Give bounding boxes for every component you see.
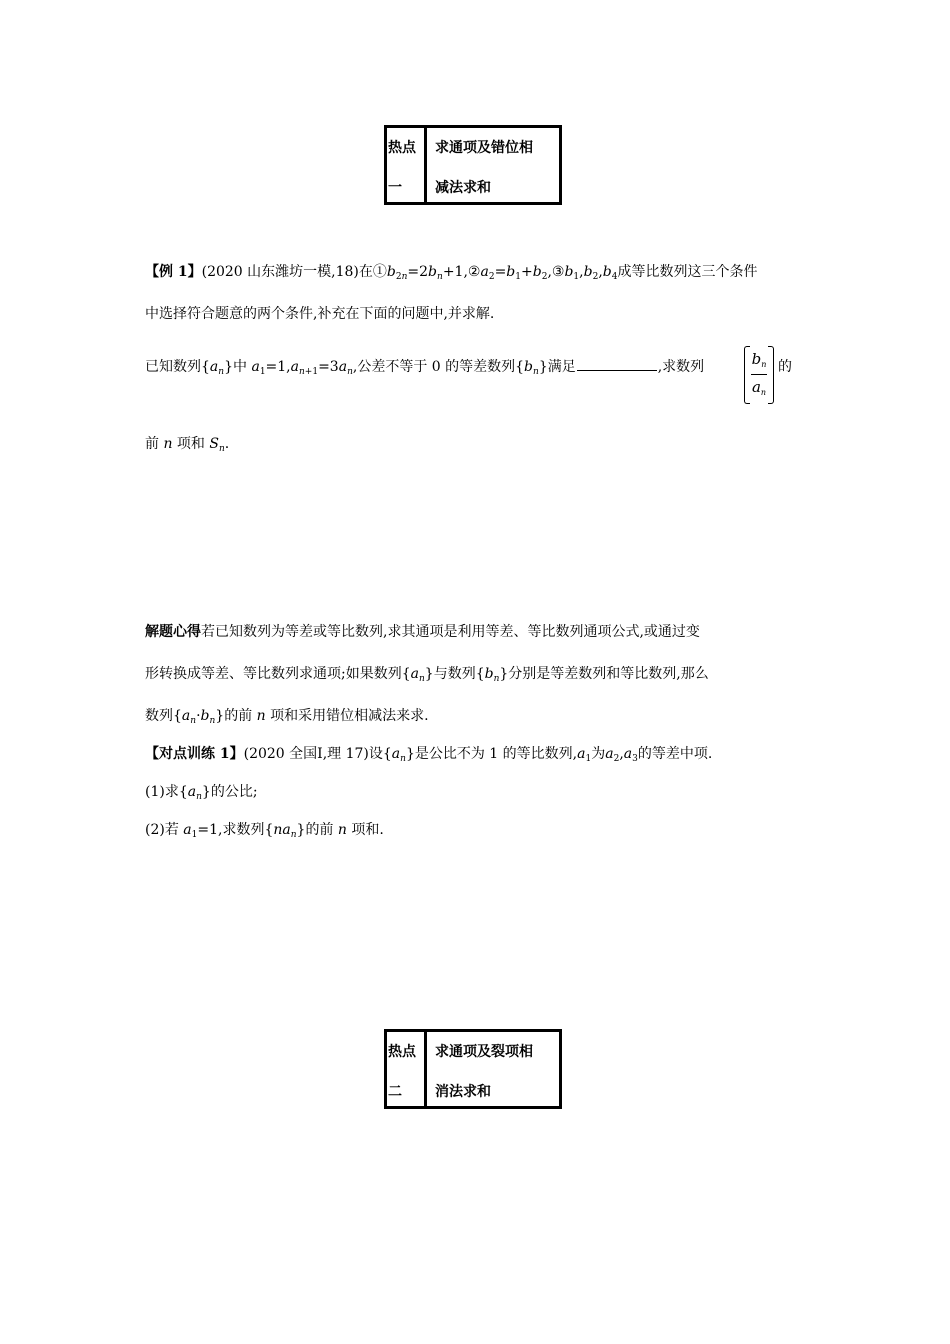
hotspot-1-tag (387, 128, 427, 202)
example-1-line-4: 前 n 项和 $S_n$. (145, 436, 230, 454)
hotspot-2-tag-line1: 热点 (388, 1044, 416, 1060)
text-fragment: 前 (145, 436, 164, 452)
text-fragment: 的等差中项. (637, 746, 713, 762)
text-fragment: }中 (224, 359, 247, 375)
example-1-line-3: 已知数列$\{a_n\}$中 $a_1=1,a_{n+1}=3a_n$,公差不等于 0 的等差数列$\{b_n\}$满足 ,求数列 (145, 359, 705, 377)
text-fragment: 为 (591, 746, 606, 762)
text-fragment: 数列{ (145, 708, 182, 724)
text-fragment: 形转换成等差、等比数列求通项;如果数列{ (145, 666, 411, 682)
text-fragment: n (163, 436, 173, 452)
training-1-label: 【对点训练 1】 (145, 746, 244, 762)
fraction-bar (751, 374, 767, 375)
text-fragment: }满足 (538, 359, 576, 375)
right-brace (768, 346, 774, 404)
fraction-denominator: $a_n$ (751, 378, 767, 397)
text-fragment: 设{ (368, 746, 392, 762)
text-fragment: (2)若 (145, 822, 184, 838)
text-fragment: }的前 (215, 708, 257, 724)
example-1-line-2: 中选择符合题意的两个条件,补充在下面的问题中,并求解. (145, 306, 495, 322)
text-fragment: ,求数列 (657, 359, 705, 375)
hotspot-1-tag-line1: 热点 (388, 140, 416, 156)
training-1-question-2: (2)若 $a_1=1$,求数列$\{na_n\}$的前 n 项和. (145, 822, 384, 840)
fill-in-blank (577, 358, 657, 371)
numerator-letter: b (751, 350, 762, 368)
fraction-numerator: $b_n$ (751, 350, 767, 369)
training-1-question-1: (1)求$\{a_n\}$的公比; (145, 784, 258, 802)
example-1-condition-3: $③b_1,b_2,b_4$成等比数列 (551, 264, 688, 282)
hotspot-2-title-line1: 求通项及裂项相 (435, 1044, 533, 1060)
hotspot-2-tag-line2: 二 (388, 1084, 402, 1100)
hotspot-2-box (384, 1029, 562, 1109)
hotspot-2-title (427, 1032, 559, 1106)
text-fragment: n (256, 708, 266, 724)
text-fragment: }分别是等差数列和等比数列,那么 (499, 666, 709, 682)
text-fragment: }与数列{ (424, 666, 485, 682)
hotspot-1-title-line2: 减法求和 (435, 180, 491, 196)
text-fragment: }是公比不为 1 的等比数列, (405, 746, 578, 762)
text-fragment: 项和采用错位相减法来求. (265, 708, 429, 724)
example-1-condition-1: $①b_{2n}=2b_n+1$, (372, 264, 468, 282)
example-1-line-1-tail: 这三个条件 (687, 264, 758, 280)
text-fragment: =1,求数列{ (197, 822, 274, 838)
hotspot-1-title-line1: 求通项及错位相 (435, 140, 533, 156)
text-fragment: 若已知数列为等差或等比数列,求其通项是利用等差、等比数列通项公式,或通过变 (201, 624, 700, 640)
text-fragment: 已知数列{ (145, 359, 210, 375)
text-fragment: =3 (318, 359, 339, 375)
text-fragment: }的公比; (201, 784, 258, 800)
text-fragment: }的前 (296, 822, 338, 838)
insight-line-3: 数列$\{a_n\cdot b_n\}$的前 n 项和采用错位相减法来求. (145, 708, 429, 726)
insight-line-1 (145, 622, 700, 642)
hotspot-1-box (384, 125, 562, 205)
hotspot-2-tag (387, 1032, 427, 1106)
denominator-letter: a (751, 378, 761, 396)
sequence-fraction (744, 346, 774, 404)
text-fragment: . (224, 436, 230, 452)
example-1-intro: 在 (358, 264, 373, 280)
hotspot-2-title-line2: 消法求和 (435, 1084, 491, 1100)
insight-label: 解题心得 (145, 624, 201, 640)
text-fragment: 项和 (172, 436, 210, 452)
example-1-label: 【例 1】 (145, 264, 202, 280)
text-fragment: S (209, 436, 219, 452)
text-fragment: =1, (265, 359, 291, 375)
text-fragment: 项和. (346, 822, 384, 838)
example-1-condition-2: $②a_2=b_1+b_2$, (467, 264, 552, 282)
example-1-line-3-tail: 的 (778, 359, 792, 375)
example-1-source: (2020 山东潍坊一模,18) (201, 264, 359, 280)
hotspot-1-tag-line2: 一 (388, 180, 402, 196)
text-fragment: ,公差不等于 0 的等差数列{ (352, 359, 525, 375)
training-1-source: (2020 全国Ⅰ,理 17) (243, 746, 369, 762)
text-fragment: (1)求{ (145, 784, 188, 800)
text-fragment: n (337, 822, 347, 838)
insight-line-2: 形转换成等差、等比数列求通项;如果数列$\{a_n\}$与数列$\{b_n\}$分别是等差数列和等比数列,那么 (145, 666, 709, 684)
hotspot-1-title (427, 128, 559, 202)
training-1-line: 【对点训练 1】(2020 全国Ⅰ,理 17)设$\{a_n\}$是公比不为 1 的等比数列$,a_1$为$a_2,a_3$的等差中项. (145, 746, 713, 764)
example-1-line-1 (145, 262, 757, 282)
